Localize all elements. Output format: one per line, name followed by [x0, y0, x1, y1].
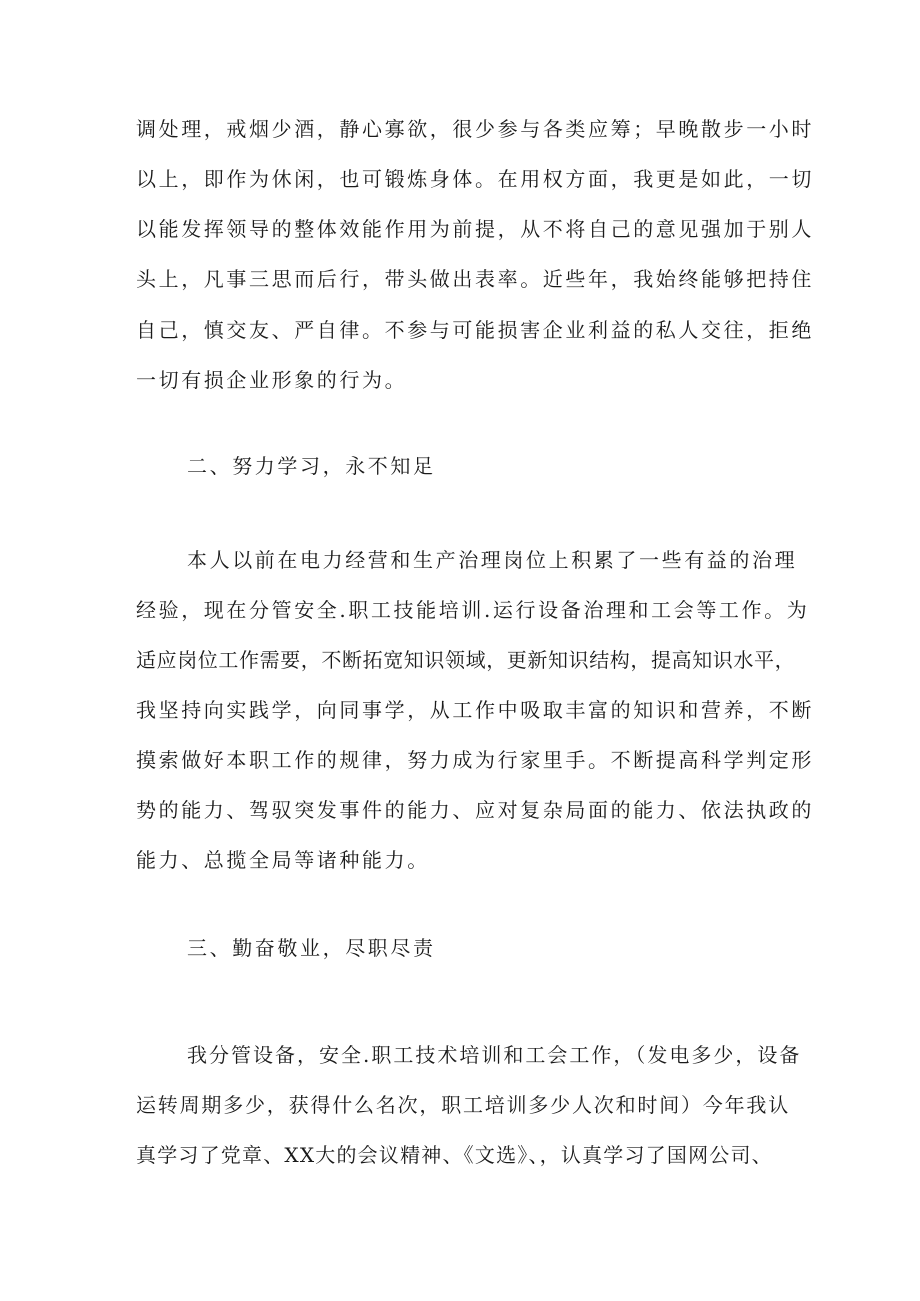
- paragraph-2-line-2: 经验，现在分管安全.职工技能培训.运行设备治理和工会等工作。为: [136, 598, 810, 622]
- paragraph-2-line-5: 摸索做好本职工作的规律，努力成为行家里手。不断提高科学判定形: [136, 748, 814, 772]
- paragraph-2-line-1: 本人以前在电力经营和生产治理岗位上积累了一些有益的治理: [187, 548, 798, 572]
- paragraph-2-line-4: 我坚持向实践学，向同事学，从工作中吸取丰富的知识和营养，不断: [136, 698, 814, 722]
- paragraph-3-line-1: 我分管设备，安全.职工技术培训和工会工作，（发电多少，设备: [187, 1043, 802, 1067]
- section-3-heading: 三、勤奋敬业，尽职尽责: [187, 936, 436, 960]
- paragraph-2-line-6: 势的能力、驾驭突发事件的能力、应对复杂局面的能力、依法执政的: [136, 798, 814, 822]
- paragraph-1-line-3: 以能发挥领导的整体效能作用为前提，从不将自己的意见强加于别人: [136, 217, 814, 241]
- paragraph-1-line-1: 调处理，戒烟少酒，静心寡欲，很少参与各类应筹；早晚散步一小时: [136, 117, 814, 141]
- section-2-heading: 二、努力学习，永不知足: [187, 454, 436, 478]
- paragraph-3-line-3: 真学习了党章、XX大的会议精神、《文选》、，认真学习了国网公司、: [136, 1143, 773, 1167]
- paragraph-3-line-2: 运转周期多少，获得什么名次，职工培训多少人次和时间）今年我认: [136, 1093, 790, 1117]
- paragraph-1-line-2: 以上，即作为休闲，也可锻炼身体。在用权方面，我更是如此，一切: [136, 167, 814, 191]
- paragraph-1-line-5: 自己，慎交友、严自律。不参与可能损害企业利益的私人交往，拒绝: [136, 318, 814, 342]
- paragraph-2-line-3: 适应岗位工作需要，不断拓宽知识领域，更新知识结构，提高知识水平，: [136, 648, 796, 672]
- paragraph-1-line-6: 一切有损企业形象的行为。: [136, 368, 408, 392]
- paragraph-1-line-4: 头上，凡事三思而后行，带头做出表率。近些年，我始终能够把持住: [136, 267, 814, 291]
- paragraph-2-line-7: 能力、总揽全局等诸种能力。: [136, 848, 430, 872]
